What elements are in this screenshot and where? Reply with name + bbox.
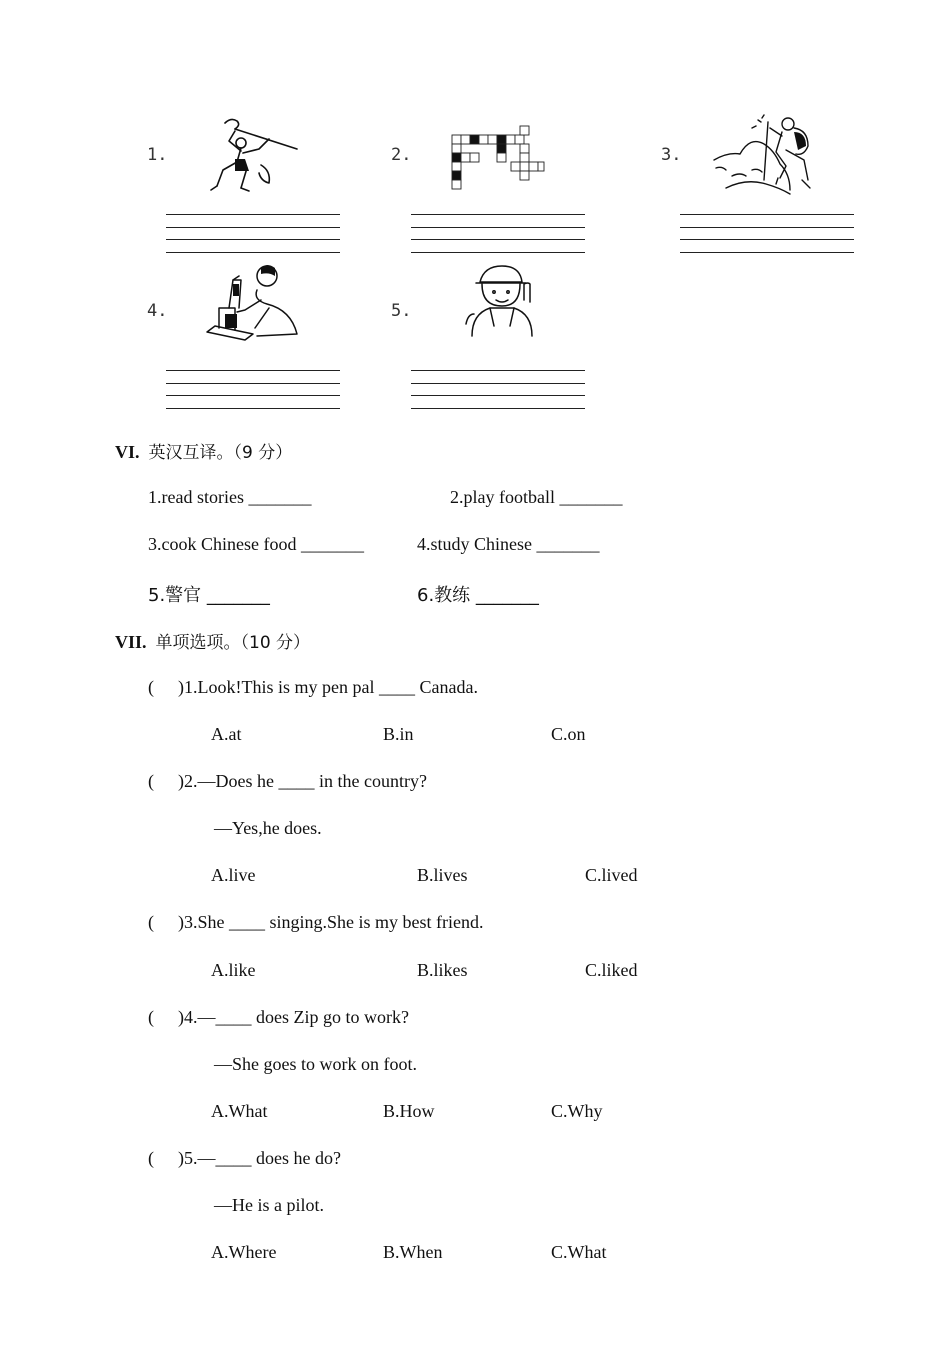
section-6-heading: VI. 英汉互译。（9 分）: [115, 442, 293, 463]
translate-item-3: 3.cook Chinese food _______: [148, 534, 364, 554]
section-6-title: 英汉互译。（9 分）: [148, 443, 293, 463]
section-6-roman: VI: [115, 442, 136, 462]
question-2-option-b[interactable]: B.lives: [417, 865, 468, 885]
translate-item-1: 1.read stories _______: [148, 487, 312, 507]
translate-item-5: 5.警官 _______: [148, 585, 270, 606]
picture-number-2: 2.: [391, 145, 412, 165]
question-2-reply: —Yes,he does.: [214, 818, 322, 838]
climber-icon: [712, 110, 817, 198]
crossword-icon: [450, 125, 545, 190]
question-5-option-a[interactable]: A.Where: [211, 1242, 277, 1262]
question-2-option-c[interactable]: C.lived: [585, 865, 638, 885]
question-5-stem: )5.—____ does he do?: [178, 1148, 341, 1168]
picture-number-1: 1.: [147, 145, 168, 165]
question-1-option-c[interactable]: C.on: [551, 724, 586, 744]
question-3-option-c[interactable]: C.liked: [585, 960, 638, 980]
translate-item-2: 2.play football _______: [450, 487, 623, 507]
section-7-heading: [115, 628, 310, 653]
question-2-option-a[interactable]: A.live: [211, 865, 256, 885]
section-7-roman: VII.: [115, 632, 147, 652]
question-4-option-b[interactable]: B.How: [383, 1101, 435, 1121]
question-1-option-a[interactable]: A.at: [211, 724, 242, 744]
question-3-paren[interactable]: (: [148, 912, 154, 932]
worker-helmet-icon: [462, 264, 542, 339]
translate-item-6: 6.教练 _______: [417, 585, 539, 606]
answer-lines-5[interactable]: [411, 370, 585, 420]
answer-lines-1[interactable]: [166, 214, 340, 264]
section-7-title: 单项选项。（10 分）: [155, 633, 311, 653]
question-4-option-c[interactable]: C.Why: [551, 1101, 603, 1121]
question-2-paren[interactable]: (: [148, 771, 154, 791]
answer-lines-4[interactable]: [166, 370, 340, 420]
picture-number-4: 4.: [147, 301, 168, 321]
scientist-microscope-icon: [205, 262, 305, 344]
question-4-reply: —She goes to work on foot.: [214, 1054, 417, 1074]
question-5-reply: —He is a pilot.: [214, 1195, 324, 1215]
question-3-option-a[interactable]: A.like: [211, 960, 256, 980]
question-5-paren[interactable]: (: [148, 1148, 154, 1168]
question-4-stem: )4.—____ does Zip go to work?: [178, 1007, 409, 1027]
question-5-option-b[interactable]: B.When: [383, 1242, 443, 1262]
question-4-paren[interactable]: (: [148, 1007, 154, 1027]
question-3-stem: )3.She ____ singing.She is my best friend.: [178, 912, 484, 932]
martial-artist-icon: [205, 115, 300, 195]
question-1-paren[interactable]: (: [148, 677, 154, 697]
question-1-stem: )1.Look!This is my pen pal ____ Canada.: [178, 677, 478, 697]
question-3-option-b[interactable]: B.likes: [417, 960, 468, 980]
question-5-option-c[interactable]: C.What: [551, 1242, 607, 1262]
question-4-option-a[interactable]: A.What: [211, 1101, 268, 1121]
answer-lines-2[interactable]: [411, 214, 585, 264]
question-2-stem: )2.—Does he ____ in the country?: [178, 771, 427, 791]
translate-item-4: 4.study Chinese _______: [417, 534, 600, 554]
picture-number-5: 5.: [391, 301, 412, 321]
answer-lines-3[interactable]: [680, 214, 854, 264]
picture-number-3: 3.: [661, 145, 682, 165]
question-1-option-b[interactable]: B.in: [383, 724, 414, 744]
